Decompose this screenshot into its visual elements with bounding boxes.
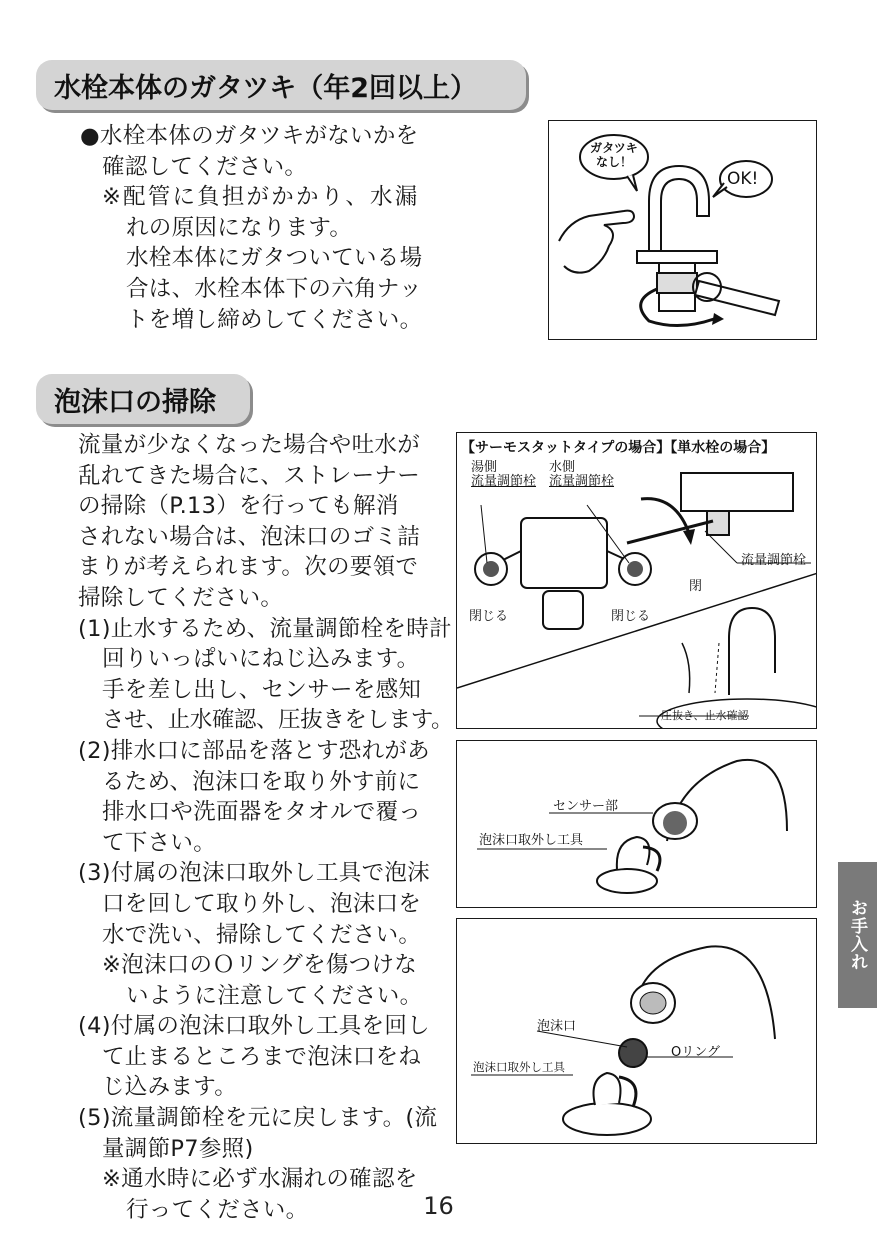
aerator-oring-illustration [456, 918, 817, 1144]
cold-side-valve-label [549, 461, 614, 489]
sensor-label: センサー部 [553, 799, 619, 814]
section-heading-aerator-cleaning [36, 374, 250, 424]
faucet-wobble-illustration [548, 120, 817, 340]
bubble-ok-label: OK! [727, 169, 759, 189]
text-line: 乱れてきた場合に、ストレーナー [78, 462, 421, 489]
faucet-wobble-text [80, 121, 422, 335]
close-left-label: 閉じる [469, 609, 509, 624]
text-line: 回りいっぱいにねじ込みます。 [102, 646, 420, 673]
text-line: トを増し締めしてください。 [126, 306, 423, 333]
removal-tool-label: 泡沫口取外し工具 [479, 833, 584, 848]
text-line: されない場合は、泡沫口のゴミ詰 [78, 523, 421, 550]
text-line: じ込みます。 [102, 1074, 238, 1101]
text-line: 水で洗い、掃除してください。 [102, 921, 422, 948]
text-line: 行ってください。 [126, 1196, 309, 1223]
bubble-line: ガタツキ [590, 141, 638, 155]
label-line: 流量調節栓 [471, 474, 537, 489]
text-line: 口を回して取り外し、泡沫口を [102, 890, 422, 917]
step-3-line: (3)付属の泡沫口取外し工具で泡沫 [78, 860, 430, 887]
text-line: 量調節P7参照) [102, 1135, 254, 1162]
bubble-line: なし！ [595, 155, 632, 169]
text-line: 水栓本体にガタついている場 [126, 245, 423, 272]
close-right-label: 閉じる [611, 609, 651, 624]
step-2-line: (2)排水口に部品を落とす恐れがあ [78, 737, 430, 764]
oring-label: Oリング [671, 1045, 720, 1060]
aerator-oring-drawing [457, 919, 817, 1144]
label-line: 流量調節栓 [549, 474, 615, 489]
bubble-no-wobble-label [583, 141, 645, 169]
label-line: 水側 [549, 460, 576, 475]
page-number: 16 [423, 1192, 454, 1220]
text-line: れの原因になります。 [126, 214, 353, 241]
text-line: 手を差し出し、センサーを感知 [102, 676, 422, 703]
text-line: ※泡沫口のＯリングを傷つけな [102, 952, 418, 979]
figure-header: 【サーモスタットタイプの場合】【単水栓の場合】 [461, 440, 776, 456]
aerator-cleaning-text [78, 430, 453, 1225]
text-line: 掃除してください。 [78, 584, 284, 611]
text-line: 合は、水栓本体下の六角ナッ [126, 275, 422, 302]
section-heading-faucet-wobble [36, 60, 526, 110]
label-line: 湯側 [471, 460, 498, 475]
text-line: の掃除（P.13）を行っても解消 [78, 493, 399, 520]
pressure-release-label: 圧抜き、止水確認 [661, 709, 749, 722]
aerator-label: 泡沫口 [537, 1019, 577, 1034]
sensor-tool-drawing [457, 741, 817, 908]
text-line: ※通水時に必ず水漏れの確認を [102, 1166, 418, 1193]
flow-valve-label: 流量調節栓 [741, 553, 807, 568]
text-line: 流量が少なくなった場合や吐水が [78, 432, 421, 458]
removal-tool-label: 泡沫口取外し工具 [473, 1060, 565, 1074]
text-line: いように注意してください。 [126, 982, 423, 1009]
text-line: て下さい。 [102, 829, 217, 856]
side-tab-care [838, 862, 877, 1008]
text-line: まりが考えられます。次の要領で [78, 554, 419, 581]
section-title: 水栓本体のガタツキ（年2回以上） [54, 72, 477, 104]
hot-side-valve-label [471, 461, 536, 489]
side-tab-label: お手入れ [847, 899, 867, 971]
text-line: 排水口や洗面器をタオルで覆っ [102, 799, 422, 826]
text-line: ●水栓本体のガタツキがないかを [80, 123, 419, 149]
flow-valve-illustration [456, 432, 817, 729]
step-1-line: (1)止水するため、流量調節栓を時計 [78, 615, 452, 642]
text-line: るため、泡沫口を取り外す前に [102, 768, 421, 795]
section-title: 泡沫口の掃除 [54, 386, 216, 418]
sensor-tool-illustration [456, 740, 817, 908]
step-5-line: (5)流量調節栓を元に戻します。(流 [78, 1105, 438, 1132]
step-4-line: (4)付属の泡沫口取外し工具を回し [78, 1013, 430, 1040]
text-line: 確認してください。 [102, 153, 308, 180]
text-line: ※配管に負担がかかり、水漏 [102, 184, 420, 211]
text-line: させ、止水確認、圧抜きをします。 [102, 707, 454, 734]
text-line: て止まるところまで泡沫口をね [102, 1043, 422, 1070]
close-single-label: 閉 [689, 579, 703, 594]
